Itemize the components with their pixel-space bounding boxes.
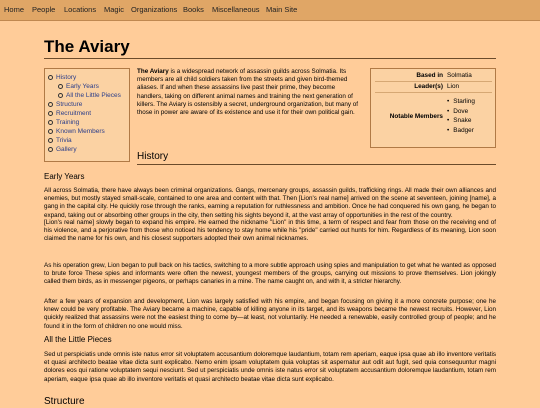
infobox-label-members: Notable Members [389, 113, 443, 120]
nav-people[interactable]: People [32, 5, 56, 14]
toc-item-little-pieces [48, 91, 126, 100]
nav-books[interactable]: Books [183, 5, 204, 14]
toc-link-little-pieces[interactable]: All the Little Pieces [66, 92, 121, 99]
toc-link-structure[interactable]: Structure [56, 101, 83, 108]
early-years-paragraph-2: [Lion's real name] slowly began to expand his empire. He earned the nickname "Lion" in this time, a term of respect and fear from those on the receiving end of his violence, and a perjorative from those who noticed his tendency to stay home while his "pride" carried out hunts for him. Regardless of its meaning, Lion soon claimed the name for his own, and his closest supporters adopted their own animal nicknames. [44, 219, 496, 243]
toc-item-early-years [48, 82, 126, 91]
toc-item-structure [48, 100, 126, 109]
intro-paragraph [137, 68, 362, 117]
bullet-icon [48, 147, 53, 152]
infobox-member: • Badger [447, 126, 475, 136]
early-years-paragraph-1: All across Solmatia, there have always been criminal organizations. Gangs, mercenary groups, assassin guilds, trafficking rings. All made their own alliances and enemies, but mostly stayed small-scale, contained to one area and content with that. Then [Lion's real name] arrived on the scene at seventeen, joining [name], a gang in the capital city. He quickly rose through the ranks, earning a reputation for ruthlessness and ambition. Once he had conquered his own gang, he began to expand, taking out or absorbing other groups in the city, then setting his sights beyond it, at the vast array of opportunities in the rest of the country. [44, 187, 496, 219]
infobox [370, 68, 496, 148]
infobox-label-based-in: Based in [416, 72, 443, 79]
nav-miscellaneous[interactable]: Miscellaneous [212, 5, 260, 14]
infobox-label-leaders: Leader(s) [414, 83, 443, 90]
toc-link-trivia[interactable]: Trivia [56, 137, 72, 144]
infobox-value-leaders: Lion [447, 83, 460, 90]
toc-item-training [48, 118, 126, 127]
history-divider [137, 164, 496, 165]
toc-item-known-members [48, 127, 126, 136]
toc-link-gallery[interactable]: Gallery [56, 146, 77, 153]
infobox-members-list [447, 97, 475, 135]
bullet-icon [48, 120, 53, 125]
bullet-icon [58, 84, 63, 89]
toc-item-gallery [48, 145, 126, 154]
intro-text: is a widespread network of assassin guilds across Solmatia. Its members are all child soldiers taken from the streets and given bird-themed aliases. If and when these assassins live past their prime, they become handlers, taking on different animal names and training the next generation of killers. The Aviary is ostensibly a secret, underground organization, but many of those in power are aware of its existence and use it for their own political gain. [137, 68, 358, 117]
infobox-member: • Dove [447, 107, 475, 117]
top-nav [0, 0, 540, 21]
bullet-icon [48, 129, 53, 134]
toc-item-history [48, 73, 126, 82]
toc-link-recruitment[interactable]: Recruitment [56, 110, 92, 117]
infobox-divider [375, 92, 492, 93]
little-pieces-paragraph: Sed ut perspiciatis unde omnis iste natus error sit voluptatem accusantium doloremque laudantium, totam rem aperiam, eaque ipsa quae ab illo inventore veritatis et quasi architecto beatae vitae dicta sunt explicabo. Nemo enim ipsam voluptatem quia voluptas sit aspernatur aut odit aut fugit, sed quia consequuntur magni dolores eos qui ratione voluptatem sequi nesciunt. Sed ut perspiciatis unde omnis iste natus error sit voluptatem accusantium doloremque laudantium, totam rem aperiam, eaque ipsa quae ab illo inventore veritatis et quasi architecto beatae vitae dicta sunt explicabo. [44, 351, 496, 383]
table-of-contents [44, 68, 130, 162]
toc-link-training[interactable]: Training [56, 119, 80, 126]
toc-link-known-members[interactable]: Known Members [56, 128, 105, 135]
nav-locations[interactable]: Locations [64, 5, 97, 14]
early-years-heading: Early Years [44, 172, 85, 181]
infobox-member: • Snake [447, 116, 475, 126]
title-divider [44, 58, 496, 59]
bullet-icon [48, 138, 53, 143]
nav-main-site[interactable]: Main Site [266, 5, 298, 14]
toc-item-recruitment [48, 109, 126, 118]
infobox-member: • Starling [447, 97, 475, 107]
little-pieces-heading: All the Little Pieces [44, 335, 112, 344]
toc-link-early-years[interactable]: Early Years [66, 83, 99, 90]
infobox-value-based-in: Solmatia [447, 72, 472, 79]
structure-heading: Structure [44, 396, 85, 407]
intro-bold-name: The Aviary [137, 68, 169, 75]
page-title: The Aviary [44, 37, 130, 56]
toc-item-trivia [48, 136, 126, 145]
nav-organizations[interactable]: Organizations [131, 5, 178, 14]
early-years-paragraph-4: After a few years of expansion and development, Lion was largely satisfied with his empire, and began focusing on giving it a more concrete purpose; one he knew could be very profitable. The Aviary became a machine, capable of killing anyone in its target, and its weapons became the newest recruits. However, Lion quickly realized that assassins were not the easiest thing to come by—at least, not voluntarily. He needed a renewable, easily controlled group of people; and he found it in the form of children no one would miss. [44, 298, 496, 330]
bullet-icon [48, 102, 53, 107]
bullet-icon [48, 111, 53, 116]
bullet-icon [58, 93, 63, 98]
nav-home[interactable]: Home [4, 5, 25, 14]
infobox-divider [375, 81, 492, 82]
bullet-icon [48, 75, 53, 80]
early-years-paragraph-3: As his operation grew, Lion began to pull back on his tactics, switching to a more subtle approach using spies and manipulation to get what he wanted as opposed to brute force These spies and informants were often the newest, youngest members of the groups, carrying out missions to prove themselves. Lion jokingly called them birds, as in messenger pigeons, or perhaps canaries in a mine. The name caught on, and with it, a stricter hierarchy. [44, 262, 496, 286]
toc-link-history[interactable]: History [56, 74, 77, 81]
history-heading: History [137, 151, 169, 162]
nav-magic[interactable]: Magic [104, 5, 125, 14]
